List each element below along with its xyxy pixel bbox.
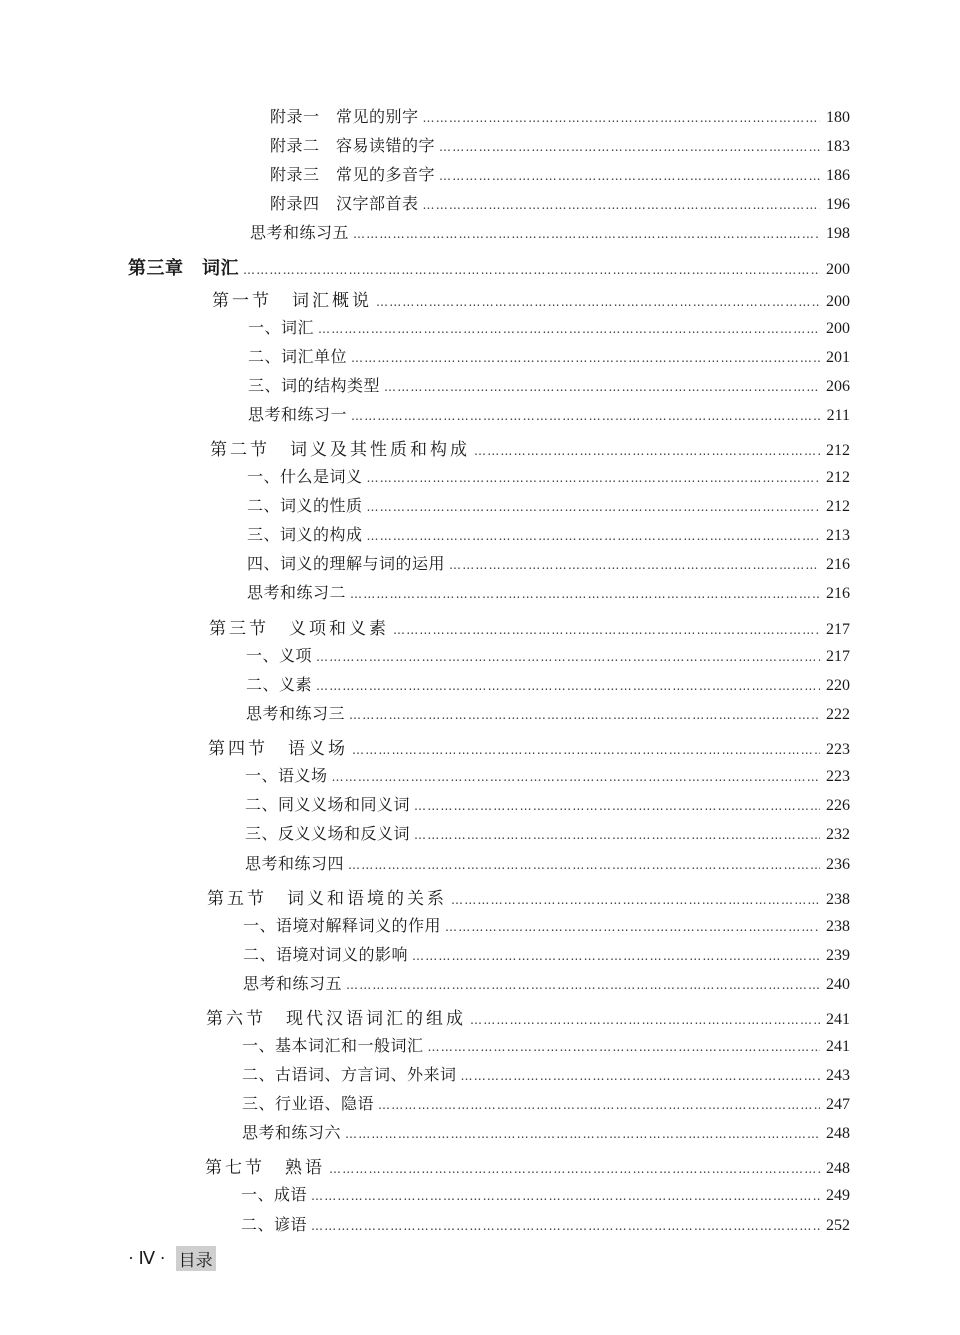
toc-entry-item[interactable] [243,942,850,968]
toc-entry-item[interactable] [245,821,850,847]
toc-entry-label: 二、古语词、方言词、外来词 [242,1065,457,1084]
toc-entry-label: 二、义素 [246,675,313,694]
toc-entry-item[interactable] [241,1212,850,1238]
toc-entry-page: 239 [826,947,850,964]
toc-entry-label: 第二节 词义及其性质和构成 [210,440,470,460]
toc-entry-label: 三、行业语、隐语 [242,1094,375,1113]
dot-leader [367,529,820,543]
dot-leader [393,623,820,637]
toc-entry-chapter[interactable] [128,254,850,280]
dot-leader [445,920,820,934]
toc-entry-page: 200 [826,293,850,310]
toc-entry-label: 第五节 词义和语境的关系 [207,889,447,909]
toc-entry-label: 第四节 语义场 [208,739,348,759]
toc-entry-label: 思考和练习三 [246,704,346,723]
toc-entry-page: 180 [826,109,850,126]
dot-leader [412,949,820,963]
toc-entry-page: 238 [826,918,850,935]
dot-leader [346,978,820,992]
toc-entry-page: 216 [826,585,850,602]
dot-leader [439,169,820,183]
dot-leader [351,351,820,365]
toc-entry-page: 196 [826,196,850,213]
toc-entry-label: 三、反义义场和反义词 [245,824,411,843]
toc-entry-item[interactable] [245,792,850,818]
toc-entry-item[interactable] [247,522,850,548]
toc-entry-item[interactable] [242,1120,850,1146]
toc-entry-item[interactable] [246,643,850,669]
toc-entry-page: 241 [826,1011,850,1028]
toc-entry-item[interactable] [243,913,850,939]
toc-entry-section[interactable] [206,1004,850,1030]
toc-entry-page: 213 [826,527,850,544]
dot-leader [332,770,820,784]
toc-entry-page: 220 [826,677,850,694]
toc-entry-label: 思考和练习四 [245,854,345,873]
toc-entry-appendix[interactable] [270,133,850,159]
toc-entry-label: 第七节 熟语 [205,1158,325,1178]
toc-entry-label: 一、基本词汇和一般词汇 [242,1036,424,1055]
dot-leader [311,1219,820,1233]
toc-entry-label: 二、词汇单位 [248,347,348,366]
toc-entry-page: 223 [826,741,850,758]
dot-leader [353,227,820,241]
dot-leader [376,295,820,309]
toc-entry-section[interactable] [208,734,850,760]
dot-leader [423,111,820,125]
toc-entry-item[interactable] [245,851,850,877]
dot-leader [461,1069,820,1083]
toc-entry-page: 222 [826,706,850,723]
toc-entry-section[interactable] [209,614,850,640]
toc-entry-page: 238 [826,891,850,908]
toc-entry-label: 二、词义的性质 [247,496,363,515]
toc-entry-page: 212 [826,498,850,515]
dot-leader [348,858,820,872]
dot-leader [414,828,820,842]
toc-entry-section[interactable] [207,884,850,910]
toc-entry-exercise[interactable] [250,220,850,246]
toc-entry-label: 二、同义义场和同义词 [245,795,411,814]
toc-entry-page: 216 [826,556,850,573]
dot-leader [367,471,820,485]
page-footer [128,1246,216,1271]
toc-entry-item[interactable] [247,464,850,490]
toc-entry-label: 三、词的结构类型 [248,376,381,395]
dot-leader [345,1127,820,1141]
toc-entry-item[interactable] [242,1091,850,1117]
toc-entry-page: 236 [826,856,850,873]
dot-leader [351,409,821,423]
dot-leader [378,1098,820,1112]
dot-leader [316,650,820,664]
dot-leader [350,587,820,601]
toc-entry-label: 三、词义的构成 [247,525,363,544]
toc-entry-label: 第三章 词汇 [128,258,239,279]
dot-leader [470,1013,820,1027]
toc-entry-label: 思考和练习六 [242,1123,342,1142]
toc-entry-label: 四、词义的理解与词的运用 [247,554,446,573]
toc-entry-item[interactable] [246,701,850,727]
toc-entry-page: 241 [826,1038,850,1055]
toc-entry-item[interactable] [242,1062,850,1088]
toc-entry-label: 思考和练习五 [250,223,350,242]
toc-entry-page: 226 [826,797,850,814]
toc-entry-label: 附录三 常见的多音字 [270,165,436,184]
toc-entry-page: 247 [826,1096,850,1113]
toc-entry-label: 思考和练习一 [248,405,348,424]
dot-leader [439,140,820,154]
toc-entry-label: 一、词汇 [248,318,315,337]
dot-leader [349,708,820,722]
toc-entry-page: 206 [826,378,850,395]
toc-entry-item[interactable] [247,493,850,519]
dot-leader [329,1162,820,1176]
dot-leader [243,263,820,277]
toc-entry-item[interactable] [243,971,850,997]
toc-entry-page: 217 [826,648,850,665]
toc-entry-section[interactable] [205,1153,850,1179]
dot-leader [367,500,820,514]
toc-entry-appendix[interactable] [270,191,850,217]
toc-entry-item[interactable] [247,580,850,606]
toc-entry-label: 第一节 词汇概说 [212,291,372,311]
toc-entry-item[interactable] [245,763,850,789]
toc-entry-item[interactable] [248,402,850,428]
dot-leader [474,444,820,458]
toc-entry-label: 一、什么是词义 [247,467,363,486]
toc-entry-label: 二、谚语 [241,1215,308,1234]
toc-entry-page: 240 [826,976,850,993]
toc-entry-label: 一、语境对解释词义的作用 [243,916,442,935]
toc-entry-appendix[interactable] [270,162,850,188]
toc-entry-section[interactable] [210,435,850,461]
toc-entry-page: 211 [826,407,850,424]
section-tag: 目录 [176,1246,216,1271]
toc-entry-page: 212 [826,442,850,459]
dot-leader [414,799,820,813]
toc-entry-page: 249 [826,1187,850,1204]
toc-entry-page: 243 [826,1067,850,1084]
page-number: · Ⅳ · [128,1248,166,1268]
toc-entry-item[interactable] [248,373,850,399]
toc-entry-page: 198 [826,225,850,242]
dot-leader [423,198,820,212]
toc-entry-label: 第三节 义项和义素 [209,619,389,639]
toc-entry-page: 252 [826,1217,850,1234]
toc-entry-page: 223 [826,768,850,785]
toc-entry-page: 186 [826,167,850,184]
toc-entry-label: 思考和练习五 [243,974,343,993]
toc-entry-label: 二、语境对词义的影响 [243,945,409,964]
dot-leader [316,679,820,693]
toc-entry-page: 248 [826,1125,850,1142]
toc-entry-label: 附录一 常见的别字 [270,107,419,126]
toc-entry-label: 第六节 现代汉语词汇的组成 [206,1009,466,1029]
dot-leader [451,893,820,907]
toc-entry-page: 183 [826,138,850,155]
toc-entry-item[interactable] [247,551,850,577]
toc-entry-page: 248 [826,1160,850,1177]
toc-entry-page: 232 [826,826,850,843]
toc-entry-item[interactable] [242,1033,850,1059]
toc-entry-appendix[interactable] [270,104,850,130]
toc-entry-page: 212 [826,469,850,486]
dot-leader [352,743,820,757]
toc-entry-label: 附录四 汉字部首表 [270,194,419,213]
toc-entry-label: 一、语义场 [245,766,328,785]
toc-entry-label: 一、义项 [246,646,313,665]
dot-leader [318,322,820,336]
toc-entry-item[interactable] [248,344,850,370]
toc-entry-item[interactable] [241,1182,850,1208]
toc-entry-label: 思考和练习二 [247,583,347,602]
dot-leader [311,1189,820,1203]
dot-leader [449,558,820,572]
toc-entry-item[interactable] [246,672,850,698]
toc-entry-page: 201 [826,349,850,366]
dot-leader [384,380,820,394]
toc-entry-label: 一、成语 [241,1185,308,1204]
toc-entry-label: 附录二 容易读错的字 [270,136,436,155]
toc-entry-section[interactable] [212,286,850,312]
toc-entry-page: 200 [826,320,850,337]
toc-entry-item[interactable] [248,315,850,341]
toc-entry-page: 217 [826,621,850,638]
dot-leader [428,1040,820,1054]
toc-entry-page: 200 [826,261,850,278]
